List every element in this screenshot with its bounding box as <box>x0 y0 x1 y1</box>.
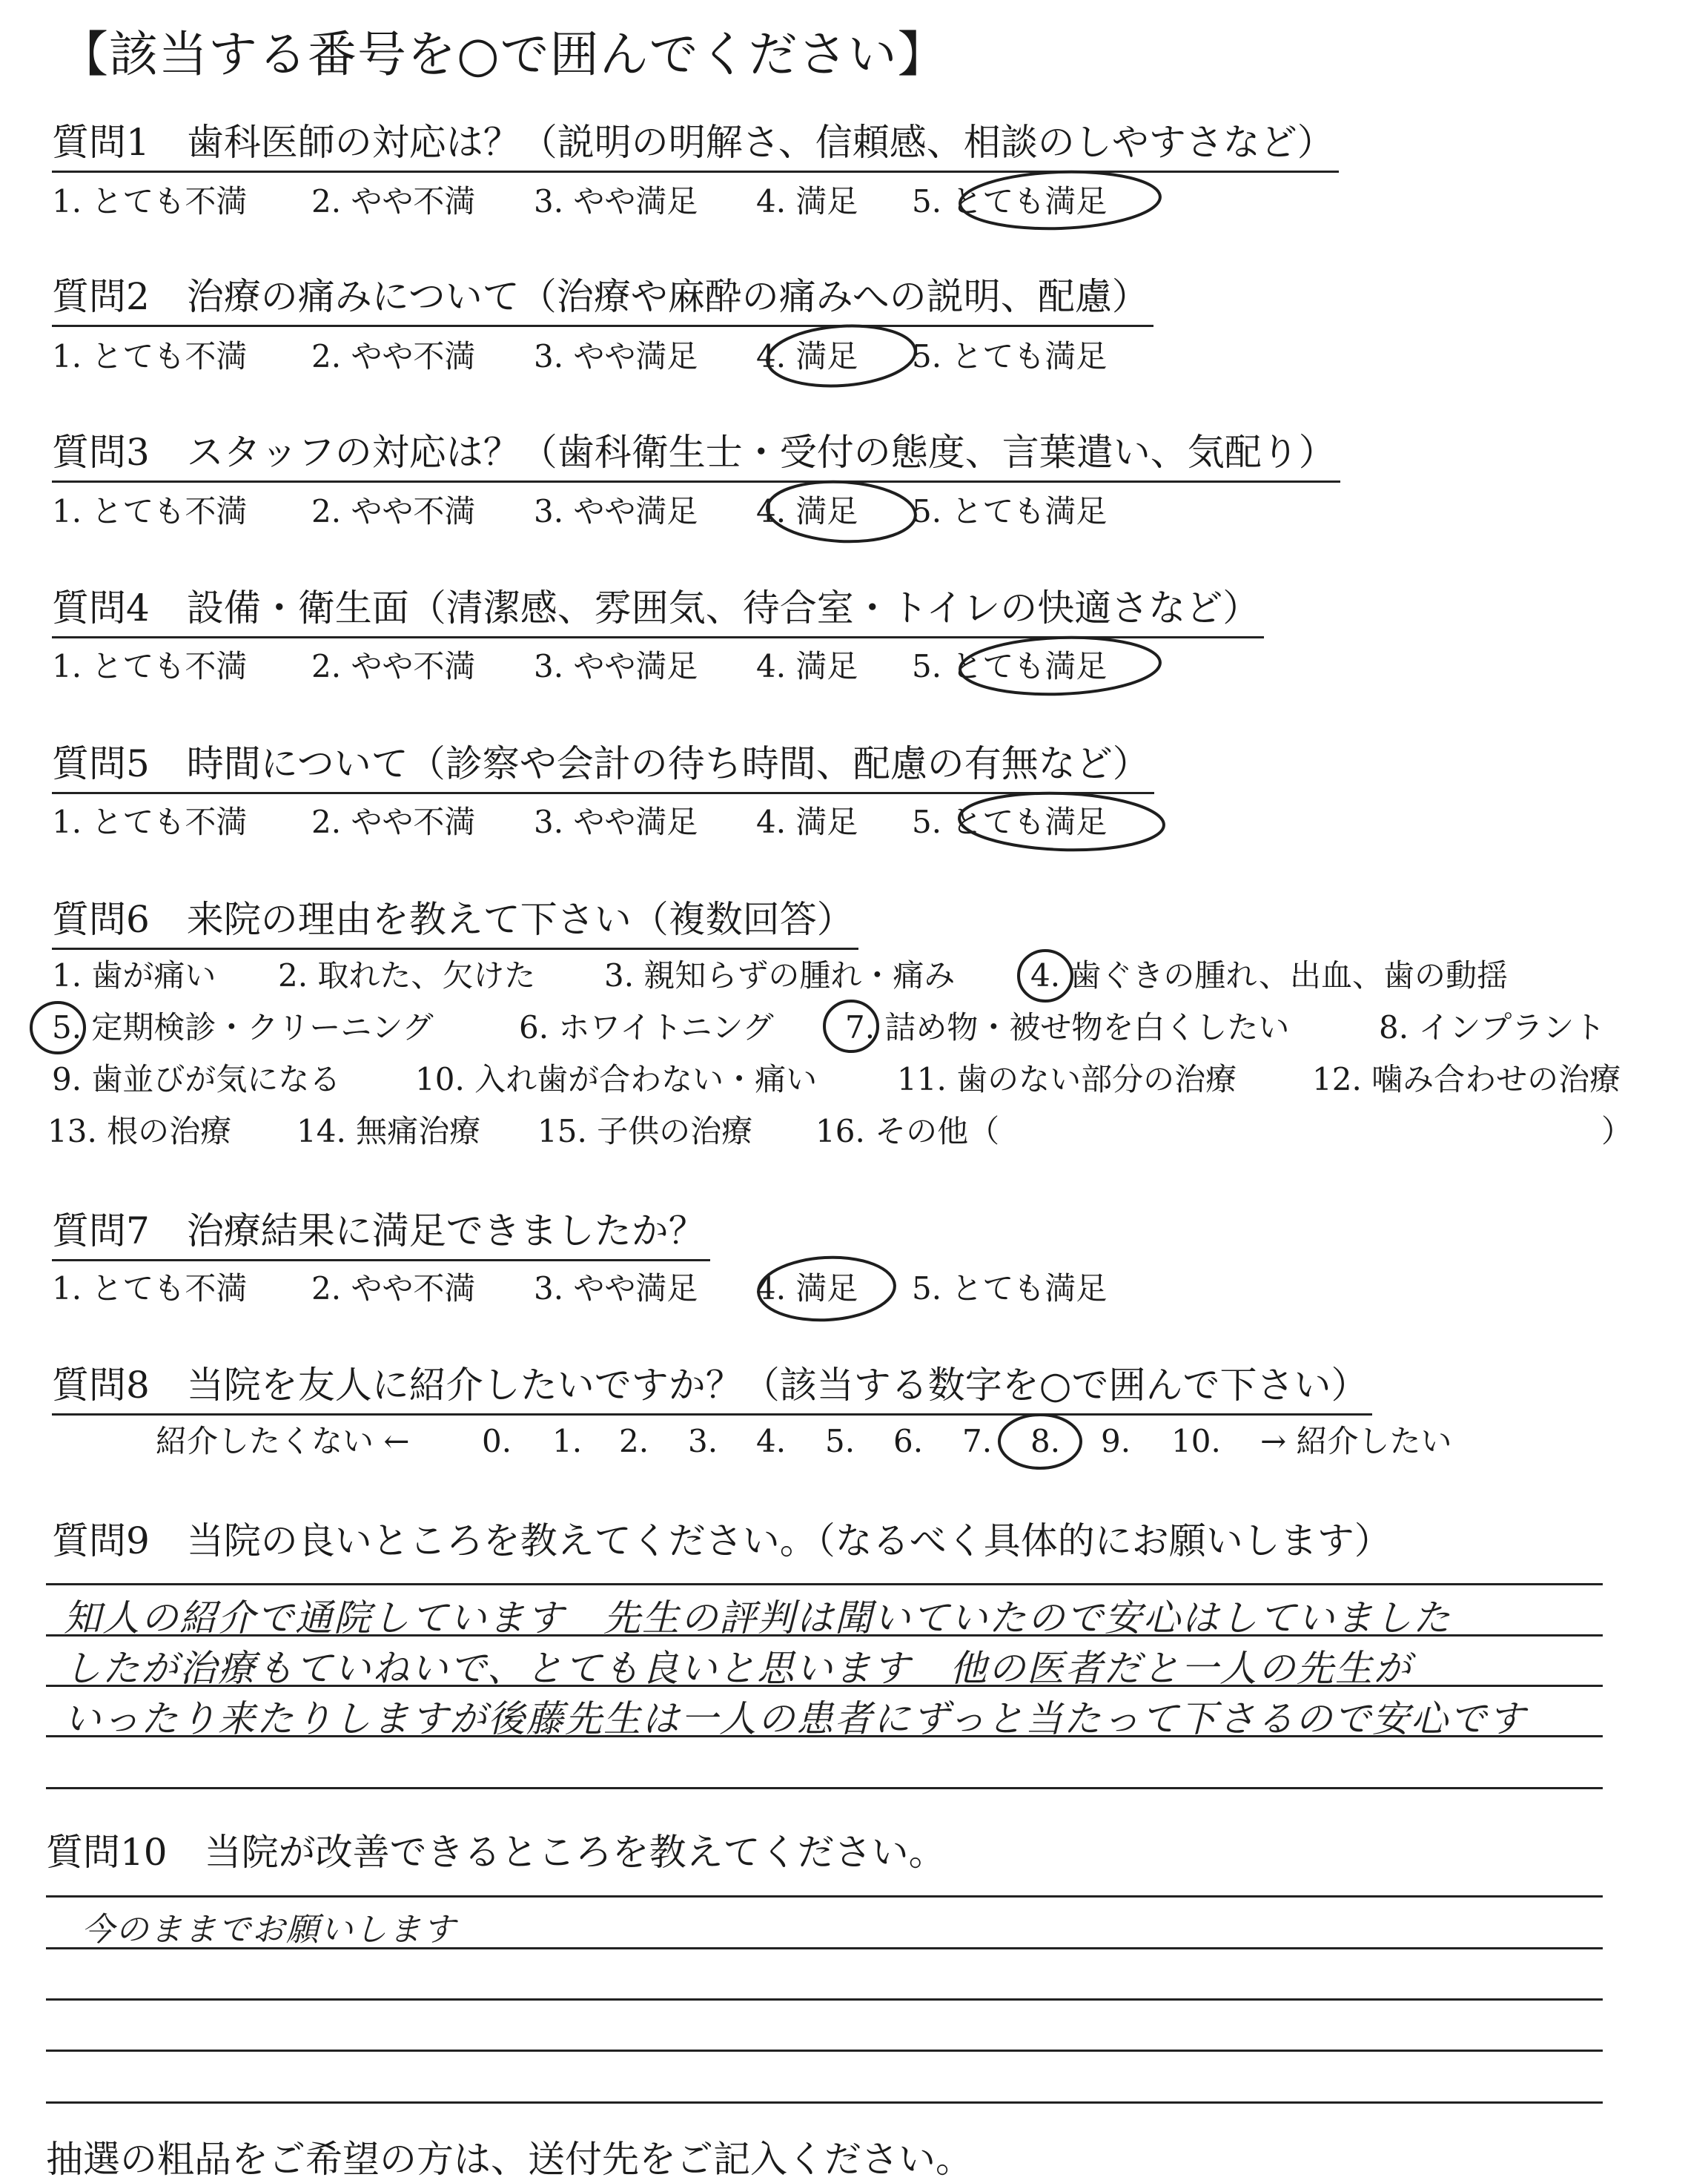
q5-option-5[interactable]: 5. とても満足 <box>912 804 1108 840</box>
q10-answer-rule-5 <box>46 2101 1603 2104</box>
question-10-title: 質問10 当院が改善できるところを教えてください。 <box>46 1831 946 1874</box>
question-6-title: 質問6 来院の理由を教えて下さい（複数回答） <box>52 897 858 950</box>
instruction-header: 【該当する番号を○で囲んでください】 <box>59 26 947 83</box>
q6-option-10[interactable]: 10. 入れ歯が合わない・痛い <box>415 1061 818 1097</box>
q7-option-5[interactable]: 5. とても満足 <box>912 1270 1108 1307</box>
q5-option-2[interactable]: 2. やや不満 <box>311 804 476 840</box>
q6-option-7[interactable]: 7. 詰め物・被せ物を白くしたい <box>845 1009 1290 1046</box>
q10-answer-rule-4 <box>46 2050 1603 2052</box>
q3-option-4[interactable]: 4. 満足 <box>756 493 858 529</box>
q2-option-4[interactable]: 4. 満足 <box>756 338 858 374</box>
q2-option-1[interactable]: 1. とても不満 <box>52 338 248 374</box>
q8-scale-9[interactable]: 9. <box>1101 1423 1131 1459</box>
q7-option-1[interactable]: 1. とても不満 <box>52 1270 248 1307</box>
q5-option-1[interactable]: 1. とても不満 <box>52 804 248 840</box>
question-4-title: 質問4 設備・衛生面（清潔感、雰囲気、待合室・トイレの快適さなど） <box>52 586 1264 638</box>
q6-option-8[interactable]: 8. インプラント <box>1379 1009 1606 1046</box>
q8-scale-2[interactable]: 2. <box>619 1423 649 1459</box>
q9-handwritten-line-3: いったり来たりしますが後藤先生は一人の患者にずっと当たって下さるので安心です <box>64 1697 1526 1740</box>
q4-option-1[interactable]: 1. とても不満 <box>52 648 248 684</box>
q7-option-4[interactable]: 4. 満足 <box>756 1270 858 1307</box>
q1-option-5[interactable]: 5. とても満足 <box>912 183 1108 219</box>
q8-scale-1[interactable]: 1. <box>552 1423 583 1459</box>
q7-option-3[interactable]: 3. やや満足 <box>534 1270 698 1307</box>
q9-answer-rule-1 <box>46 1583 1603 1585</box>
q8-scale-4[interactable]: 4. <box>756 1423 787 1459</box>
q5-option-4[interactable]: 4. 満足 <box>756 804 858 840</box>
question-3-title: 質問3 スタッフの対応は？（歯科衛生士・受付の態度、言葉遣い、気配り） <box>52 430 1340 483</box>
q6-option-13[interactable]: 13. 根の治療 <box>47 1113 232 1149</box>
q8-scale-5[interactable]: 5. <box>825 1423 855 1459</box>
q3-option-2[interactable]: 2. やや不満 <box>311 493 476 529</box>
q1-option-3[interactable]: 3. やや満足 <box>534 183 698 219</box>
q8-scale-8[interactable]: 8. <box>1030 1423 1061 1459</box>
q10-answer-rule-3 <box>46 1998 1603 2001</box>
question-9-title: 質問9 当院の良いところを教えてください。（なるべく具体的にお願いします） <box>52 1519 1391 1562</box>
q6-option-3[interactable]: 3. 親知らずの腫れ・痛み <box>604 957 956 994</box>
q6-option-4[interactable]: 4. 歯ぐきの腫れ、出血、歯の動揺 <box>1030 957 1508 994</box>
question-8-title: 質問8 当院を友人に紹介したいですか？（該当する数字を○で囲んで下さい） <box>52 1363 1372 1416</box>
q6-option-2[interactable]: 2. 取れた、欠けた <box>278 957 536 994</box>
q10-answer-rule-1 <box>46 1895 1603 1898</box>
q9-handwritten-line-2: したが治療もていねいで、とても良いと思います 他の医者だと一人の先生が <box>64 1647 1412 1690</box>
q6-option-1[interactable]: 1. 歯が痛い <box>52 957 216 994</box>
q8-right-label: → 紹介したい <box>1260 1423 1452 1459</box>
q8-scale-0[interactable]: 0. <box>482 1423 512 1459</box>
q6-option-15[interactable]: 15. 子供の治療 <box>537 1113 753 1149</box>
q10-handwritten-line-1: 今のままでお願いします <box>82 1911 457 1949</box>
q9-answer-rule-5 <box>46 1787 1603 1789</box>
q4-option-5[interactable]: 5. とても満足 <box>912 648 1108 684</box>
q5-option-3[interactable]: 3. やや満足 <box>534 804 698 840</box>
q4-option-4[interactable]: 4. 満足 <box>756 648 858 684</box>
q2-option-2[interactable]: 2. やや不満 <box>311 338 476 374</box>
question-2-title: 質問2 治療の痛みについて（治療や麻酔の痛みへの説明、配慮） <box>52 274 1153 327</box>
q1-option-1[interactable]: 1. とても不満 <box>52 183 248 219</box>
question-5-title: 質問5 時間について（診察や会計の待ち時間、配慮の有無など） <box>52 742 1154 794</box>
q4-option-3[interactable]: 3. やや満足 <box>534 648 698 684</box>
q6-other-close-paren: ） <box>1601 1113 1633 1149</box>
q8-scale-10[interactable]: 10. <box>1171 1423 1221 1459</box>
question-1-title: 質問1 歯科医師の対応は？（説明の明解さ、信頼感、相談のしやすさなど） <box>52 120 1339 173</box>
q8-scale-6[interactable]: 6. <box>893 1423 924 1459</box>
q4-option-2[interactable]: 2. やや不満 <box>311 648 476 684</box>
q6-option-6[interactable]: 6. ホワイトニング <box>519 1009 774 1046</box>
q9-handwritten-line-1: 知人の紹介で通院しています 先生の評判は聞いていたので安心はしていました <box>64 1596 1452 1639</box>
q8-left-label: 紹介したくない ← <box>156 1423 410 1459</box>
q2-option-5[interactable]: 5. とても満足 <box>912 338 1108 374</box>
q6-option-16[interactable]: 16. その他（ <box>815 1113 1000 1149</box>
q6-option-12[interactable]: 12. 噛み合わせの治療 <box>1312 1061 1621 1097</box>
q6-option-5[interactable]: 5. 定期検診・クリーニング <box>52 1009 434 1046</box>
footer-note: 抽選の粗品をご希望の方は、送付先をご記入ください。 <box>46 2138 973 2181</box>
q6-option-9[interactable]: 9. 歯並びが気になる <box>52 1061 341 1097</box>
q7-option-2[interactable]: 2. やや不満 <box>311 1270 476 1307</box>
q1-option-2[interactable]: 2. やや不満 <box>311 183 476 219</box>
q6-option-14[interactable]: 14. 無痛治療 <box>297 1113 481 1149</box>
q8-scale-7[interactable]: 7. <box>962 1423 993 1459</box>
q2-option-3[interactable]: 3. やや満足 <box>534 338 698 374</box>
q3-option-5[interactable]: 5. とても満足 <box>912 493 1108 529</box>
q8-scale-3[interactable]: 3. <box>688 1423 718 1459</box>
question-7-title: 質問7 治療結果に満足できましたか？ <box>52 1209 710 1261</box>
q6-option-11[interactable]: 11. 歯のない部分の治療 <box>897 1061 1237 1097</box>
q1-option-4[interactable]: 4. 満足 <box>756 183 858 219</box>
q3-option-3[interactable]: 3. やや満足 <box>534 493 698 529</box>
q3-option-1[interactable]: 1. とても不満 <box>52 493 248 529</box>
